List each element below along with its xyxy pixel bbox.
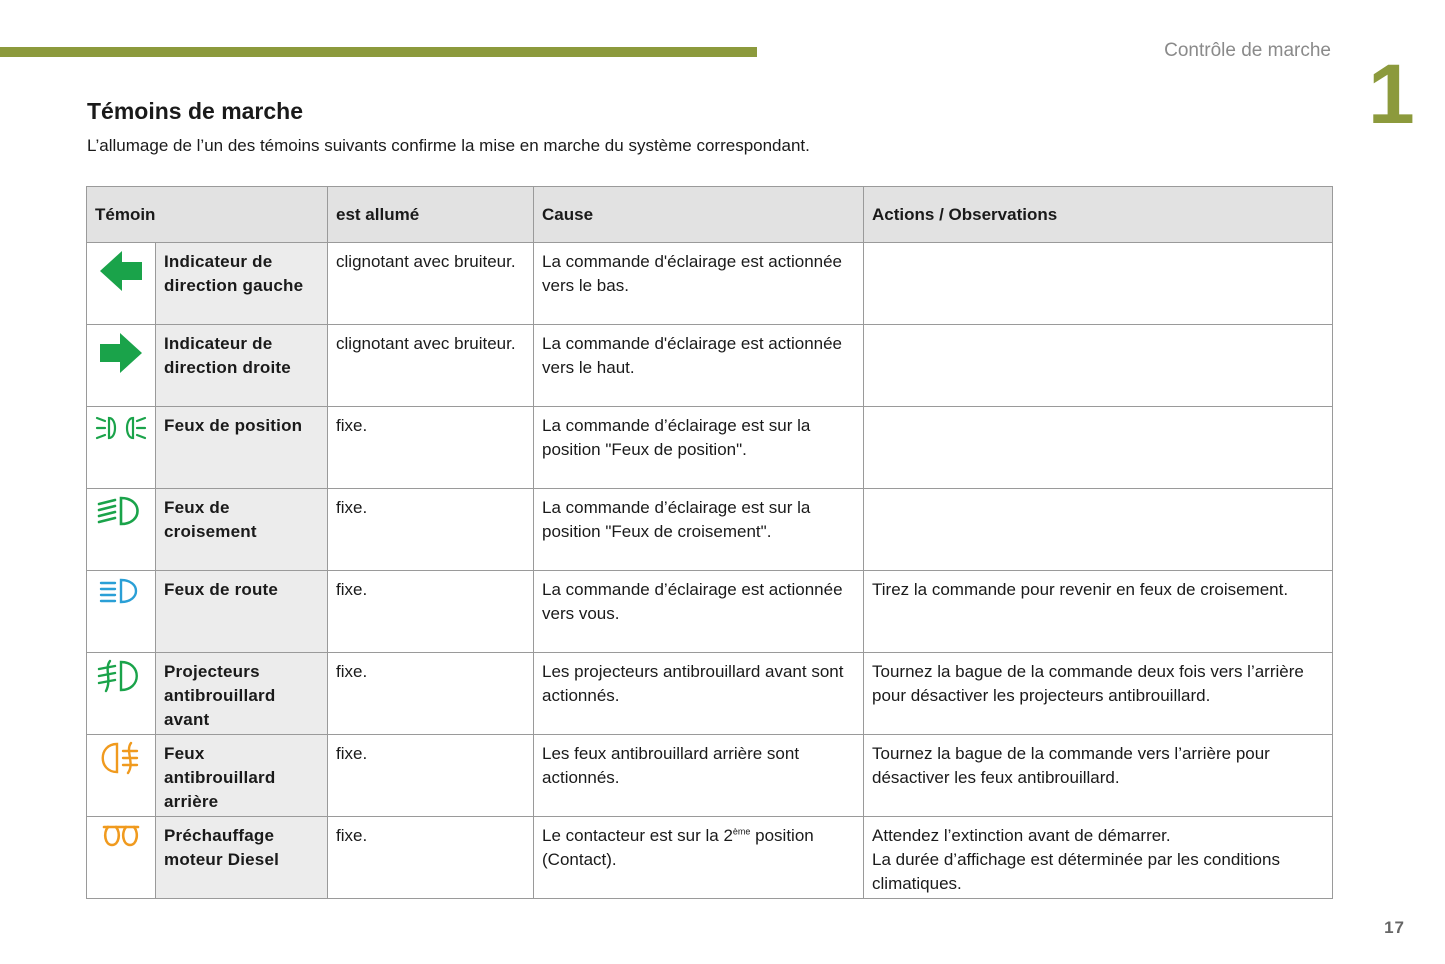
section-label: Contrôle de marche bbox=[1164, 40, 1331, 61]
actions-line: Attendez l’extinction avant de démarrer. bbox=[872, 826, 1171, 845]
indicator-actions: Tournez la bague de la commande deux fois vers l’arrière pour désactiver les projecteurs antibrouillard. bbox=[864, 653, 1333, 735]
table-row bbox=[87, 653, 1333, 735]
indicator-name: Indicateur de direction gauche bbox=[156, 243, 328, 325]
indicator-allume: fixe. bbox=[328, 735, 534, 817]
indicator-cause: La commande d’éclairage est actionnée vers vous. bbox=[534, 571, 864, 653]
cause-superscript: ème bbox=[732, 826, 751, 837]
icon-cell bbox=[87, 325, 156, 407]
indicator-actions bbox=[864, 325, 1333, 407]
header-cause: Cause bbox=[534, 187, 864, 243]
indicator-actions bbox=[864, 407, 1333, 489]
indicator-name: Feux de route bbox=[156, 571, 328, 653]
header-allume: est allumé bbox=[328, 187, 534, 243]
indicator-allume: fixe. bbox=[328, 489, 534, 571]
position-lights-icon bbox=[87, 413, 155, 443]
glow-plug-icon bbox=[87, 823, 155, 849]
table-row bbox=[87, 325, 1333, 407]
header-actions: Actions / Observations bbox=[864, 187, 1333, 243]
indicator-allume: clignotant avec bruiteur. bbox=[328, 325, 534, 407]
indicator-name: Projecteurs antibrouillard avant bbox=[156, 653, 328, 735]
indicator-cause: La commande d’éclairage est sur la position "Feux de position". bbox=[534, 407, 864, 489]
indicator-name: Indicateur de direction droite bbox=[156, 325, 328, 407]
indicator-name: Feux antibrouillard arrière bbox=[156, 735, 328, 817]
indicator-actions bbox=[864, 243, 1333, 325]
indicator-cause: Les projecteurs antibrouillard avant sont actionnés. bbox=[534, 653, 864, 735]
icon-cell bbox=[87, 407, 156, 489]
indicator-name: Préchauffage moteur Diesel bbox=[156, 817, 328, 899]
indicator-actions bbox=[864, 489, 1333, 571]
table-row bbox=[87, 735, 1333, 817]
page-number: 17 bbox=[1384, 918, 1405, 937]
page-title: Témoins de marche bbox=[87, 98, 304, 124]
indicator-cause: La commande d'éclairage est actionnée vers le haut. bbox=[534, 325, 864, 407]
table-row bbox=[87, 489, 1333, 571]
indicator-cause bbox=[534, 817, 864, 899]
header-temoin: Témoin bbox=[87, 187, 328, 243]
indicator-actions: Tirez la commande pour revenir en feux de croisement. bbox=[864, 571, 1333, 653]
indicator-name: Feux de croisement bbox=[156, 489, 328, 571]
icon-cell bbox=[87, 489, 156, 571]
rear-fog-icon bbox=[87, 741, 155, 775]
indicator-allume: clignotant avec bruiteur. bbox=[328, 243, 534, 325]
table-row bbox=[87, 571, 1333, 653]
indicator-name: Feux de position bbox=[156, 407, 328, 489]
actions-line: La durée d’affichage est déterminée par les conditions climatiques. bbox=[872, 850, 1280, 893]
chapter-number: 1 bbox=[1368, 47, 1415, 141]
indicator-cause: La commande d'éclairage est actionnée vers le bas. bbox=[534, 243, 864, 325]
icon-cell bbox=[87, 817, 156, 899]
indicator-allume: fixe. bbox=[328, 407, 534, 489]
icon-cell bbox=[87, 243, 156, 325]
left-arrow-icon bbox=[87, 249, 155, 293]
table-row bbox=[87, 817, 1333, 899]
indicator-allume: fixe. bbox=[328, 653, 534, 735]
dipped-beam-icon bbox=[87, 495, 155, 527]
cause-text: position (Contact). bbox=[542, 826, 814, 869]
table-header-row bbox=[87, 187, 1333, 243]
icon-cell bbox=[87, 571, 156, 653]
indicator-table bbox=[86, 186, 1333, 899]
main-beam-icon bbox=[87, 577, 155, 605]
indicator-cause: Les feux antibrouillard arrière sont actionnés. bbox=[534, 735, 864, 817]
indicator-allume: fixe. bbox=[328, 571, 534, 653]
table-row bbox=[87, 407, 1333, 489]
intro-text: L’allumage de l’un des témoins suivants confirme la mise en marche du système correspondant. bbox=[87, 136, 810, 155]
indicator-allume: fixe. bbox=[328, 817, 534, 899]
indicator-actions bbox=[864, 817, 1333, 899]
right-arrow-icon bbox=[87, 331, 155, 375]
icon-cell bbox=[87, 653, 156, 735]
icon-cell bbox=[87, 735, 156, 817]
indicator-cause: La commande d’éclairage est sur la position "Feux de croisement". bbox=[534, 489, 864, 571]
table-row bbox=[87, 243, 1333, 325]
indicator-actions: Tournez la bague de la commande vers l’arrière pour désactiver les feux antibrouillard. bbox=[864, 735, 1333, 817]
header-accent-bar bbox=[0, 47, 757, 57]
cause-text: Le contacteur est sur la 2 bbox=[542, 826, 733, 845]
front-fog-icon bbox=[87, 659, 155, 693]
